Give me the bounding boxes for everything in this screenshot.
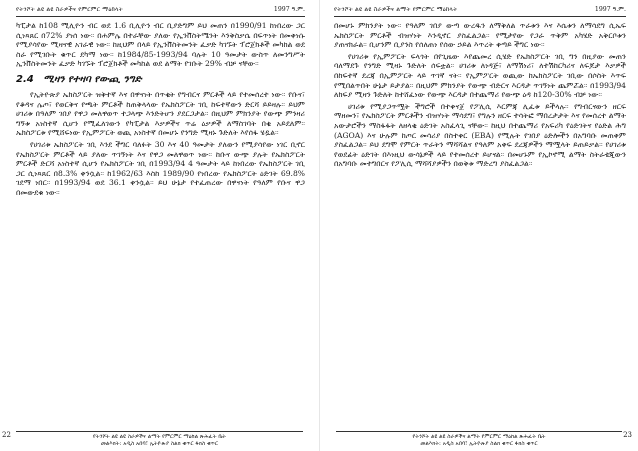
section-number: 2.4 [16,73,34,85]
footer-line: መልእክት: አዲስ አበባ፣ ኢትዮጵያ ስልክ ቁጥር ፋክስ ቁጥር [100,441,219,447]
header-title: የትንሾት ልዩ ልዩ ስራዎችና ልማት የምርምር ማዕከላት [334,6,458,13]
body-paragraph: የኢትዮጵያ ኤክስፖርት ዝቅተኛ እና በዋናነት በጥቂት የግብርና ምርቶች ላይ የተመሰረተ ነው። የቡና፣ የቆዳና ሌጦ፣ የወርቅና የጫት ምርቶች ከጠቅላላው የኤክስፖርት ገቢ ከፍተኛውን ድርሻ ይይዛሉ። ይህም ሀገሪቱ በዓለም ገበያ የዋጋ መለዋወጥ ተጋላጭ እንድትሆን ያደርጋታል። በዚህም ምክንያት የውጭ ምንዛሪ ግኝቱ አነስተኛ ሲሆን የሚፈለገውን የካፒታል እቃዎችና ጥሬ ዕቃዎች ለማስገባት በቂ አይደለም። ኤክስፖርቱ የሚሸፍነው የኢምፖርት ወጪ አነስተኛ በመሆኑ የንግድ ሚዛኑ ጉድለት እየሰፋ ሄዷል። [16,89,305,138]
page-number: 22 [2,431,11,439]
body-paragraph: የሀገሪቱ ኤክስፖርት ገቢ እንደ ችግር ባለፉት 30 እና 40 ዓመታት ያለውን የሚያሳየው ነገር ቢኖር የኤክስፖርት ምርቶች ላይ ያለው ጥገኝነት እና የዋጋ መለዋወጥ ነው። ከቡና ውጭ ያሉት የኤክስፖርት ምርቶች ድርሻ አነስተኛ ሲሆን የኤክስፖርት ገቢ በ1993/94 4 ዓመታት ላይ ከነበረው የኤክስፖርት ገቢ ጋር ሲነጻጸር በ8.3% ቀንሷል። ከ1962/63 እስከ 1989/90 የነበረው የኤክስፖርት ዕድገት 69.8% ገደማ ነበር። በ1993/94 ወደ 36.1 ቀንሷል። ይህ ሁኔታ የተፈጠረው በዋናነት የዓለም የቡና ዋጋ በመውደቁ ነው። [16,139,305,197]
body-paragraph: የሀገሪቱ የኢምፖርት ፍላጎት በየጊዜው እየጨመረ ሲሄድ የኤክስፖርት ገቢ ግን በዚያው መጠን ባለማደጉ የንግድ ሚዛኑ ጉድለት ሰፍቷል። ሀገሪቱ ለነዳጅ፣ ለማሽነሪ፣ ለተሽከርካሪና ለፍጆታ እቃዎች በከፍተኛ ደረጃ በኢምፖርት ላይ ጥገኛ ናት። የኢምፖርት ወጪው ከኤክስፖርት ገቢው በሶስት እጥፍ የሚበልጥበት ሁኔታ ይታያል። በዚህም ምክንያት የውጭ ብድርና እርዳታ ጥገኝነት ጨምሯል። በ1993/94 ለክፍያ ሚዛን ጉድለት ከተሸፈነው የውጭ እርዳታ በተጨማሪ የውጭ ዕዳ ከ120-30% ብቻ ነው። [334,51,626,100]
page-footer [320,431,638,448]
running-header [16,6,305,17]
body-paragraph: ሀገሪቱ የሚያጋጥሟት ችግሮች በተቀናጀ የፖሊሲ እርምጃ ሊፈቱ ይችላሉ። የግብርናውን ዘርፍ ማዘመን፣ የኤክስፖርት ምርቶችን ብዝሃነት ማሳደግ፣ የግሉን ዘርፍ ተሳትፎ ማበረታታት እና የመሰረተ ልማት አውታሮችን ማስፋፋት ለዘላቂ ዕድገት አስፈላጊ ናቸው። ከዚህ በተጨማሪ የአፍሪካ የዕድገትና የዕድል ሕግ (AGOA) እና ሁሉም ከጦር መሳሪያ በስተቀር (EBA) የሚሉት የገበያ ዕድሎችን በአግባቡ መጠቀም ያስፈልጋል። ይህ ደግሞ የምርት ጥራትን ማሻሻልና የዓለም አቀፍ ደረጃዎችን ማሟላት ይጠይቃል። የሀገሪቱ የወደፊት ዕድገት በእነዚህ ውሳኔዎች ላይ የተመሰረተ ይሆናል። በመሆኑም የኢኮኖሚ ልማት ስትራቴጂውን በአግባቡ መተግበርና የፖሊሲ ማሻሻያዎችን በወቅቱ ማድረግ ያስፈልጋል። [334,101,626,169]
footer-rule [336,431,622,432]
body-paragraph: ካፒታል ከ108 ሚሊዮን ብር ወደ 1.6 ቢሊዮን ብር ቢያድግም ይህ መጠን በ1990/91 ከነበረው ጋር ሲነጻጸር በ72% ያነሰ ነው። በሐምሌ በተራቸው ያለው የኢንቨስትሜንት እንቅስቃሴ በፍጥነት በመቀነሱ የሚያሳየው ሚዛናዊ አገራዊ ነው። ከዚህም በላይ የኢንቨስትመንት ፈቃድ ካገኙት ፕሮጀክቶች መካከል ወደ ስራ የሚገቡት ቁጥር ደካማ ነው። ከ1984/85-1993/94 ባሉት 10 ዓመታት ውስጥ ለመንግሥት ኢንቨስትመንት ፈቃድ ካገኙት ፕሮጀክቶች መካከል ወደ ልማት የገቡት 29% ብቻ ናቸው። [16,21,305,69]
footer-line: የትንሾት ልዩ ልዩ ስራዎችና ልማት የምርምር ማዕከል ጽሕፈት ቤት [412,434,546,440]
header-date: 1997 ዓ.ም. [273,6,305,13]
header-date: 1997 ዓ.ም. [594,6,626,13]
page-number: 23 [623,431,632,439]
section-title: ሚዛን የተዛባ የውጪ ንግድ [43,73,142,85]
body-paragraph: በመሆኑ ምክንያት ነው። የዓለም ገበያ ውጣ ውረዱን ለማቅለል ጥራቱን እና እሴቱን ለማሳደግ ሲኤፍ ኤክስፖርት ምርቶች ብዝሃነት እንዲኖር ያስፈልጋል። የሚታየው የጋራ ጥቅም አካሄድ አቅርቦቱን ያጠናክራል። ቢሆንም ቢያንስ የሰለጠነ የሰው ኃይል እጥረት ቀጣይ ችግር ነው። [334,21,626,50]
running-header [334,6,626,17]
section-heading [16,74,305,85]
footer-rule [16,431,303,432]
footer-line: መልእክት: አዲስ አበባ፣ ኢትዮጵያ ስልክ ቁጥር ፋክስ ቁጥር [420,441,538,447]
page-footer [0,431,319,448]
footer-line: የትንሾት ልዩ ልዩ ስራዎችና ልማት የምርምር ማዕከል ጽሕፈት ቤት [93,434,226,440]
right-page [319,0,638,451]
header-title: የትንሾት ልዩ ልዩ ስራዎችና የምርምር ማዕከላት [16,6,123,13]
